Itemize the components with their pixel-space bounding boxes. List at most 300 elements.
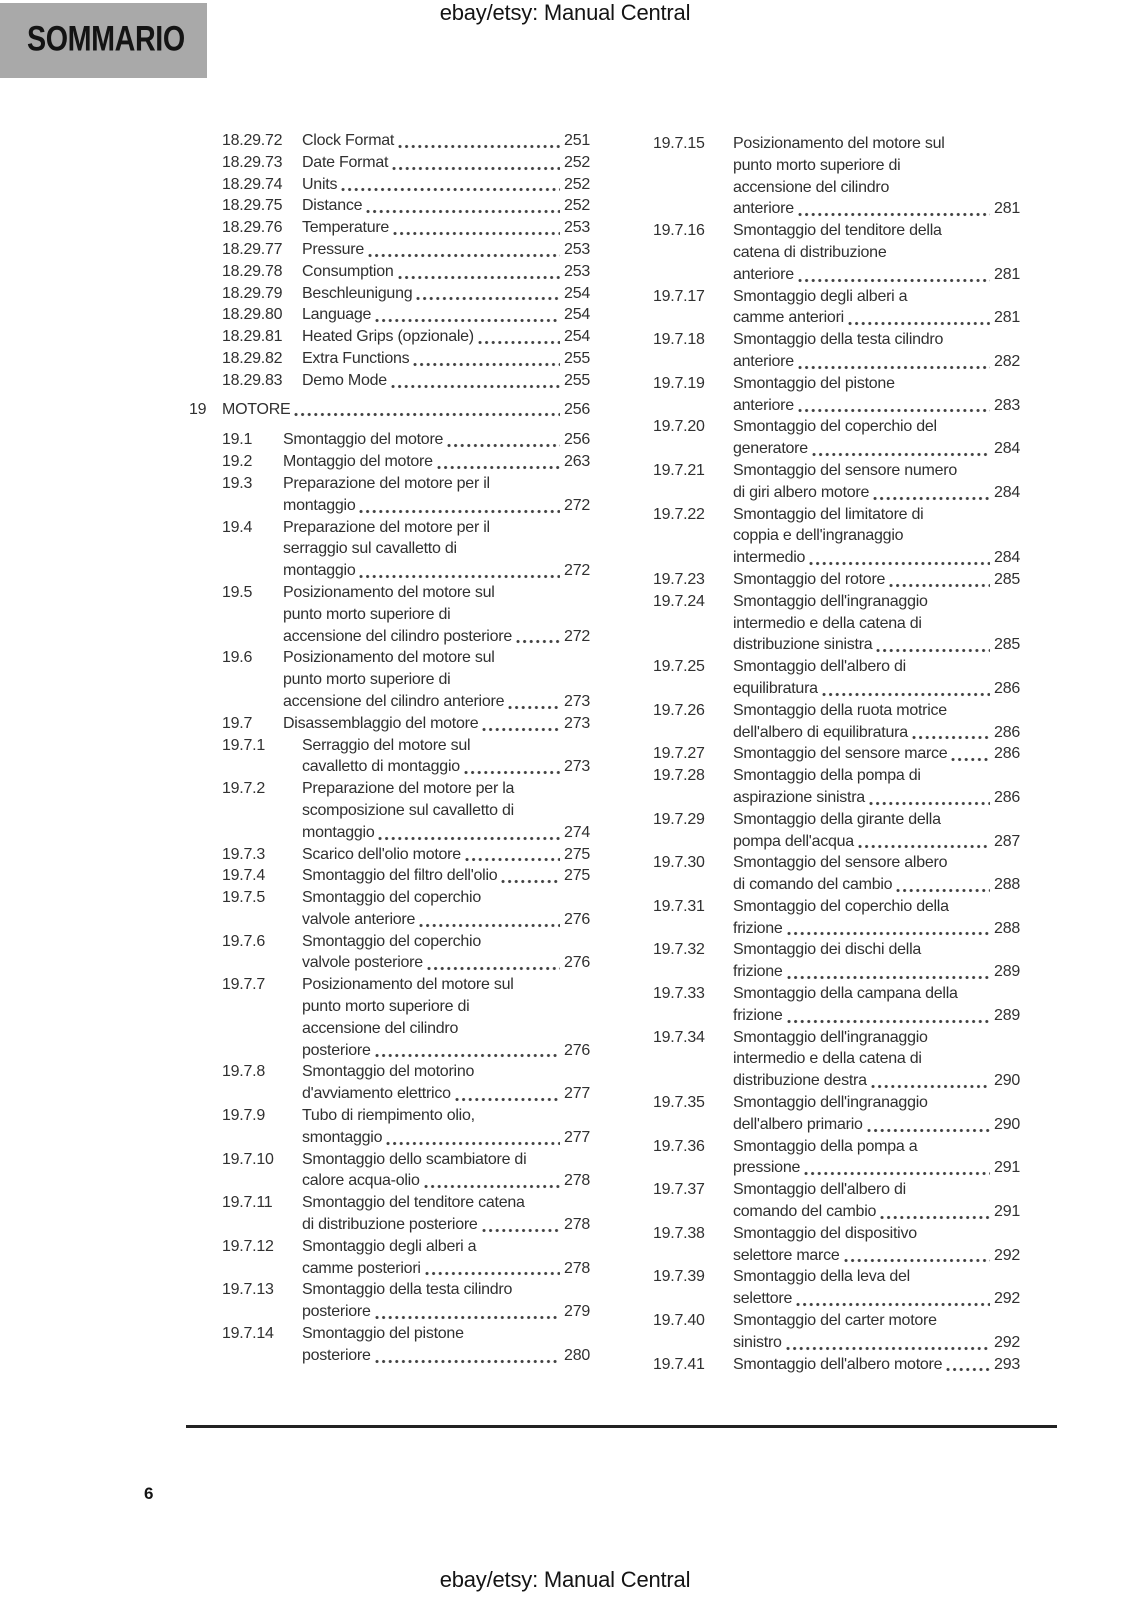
toc-entry: [653, 1092, 1020, 1136]
dot-leader: [465, 857, 560, 862]
toc-entry-number: 19.7.19: [653, 374, 705, 392]
toc-entry: [653, 896, 1020, 940]
toc-entry-page: 254: [564, 306, 590, 324]
toc-entry-title-line: Smontaggio del limitatore di: [733, 505, 924, 523]
toc-entry-page: 277: [564, 1128, 590, 1146]
toc-entry: [653, 460, 1020, 504]
toc-entry-number: 19.7.8: [222, 1063, 265, 1081]
dot-leader: [398, 275, 561, 280]
dot-leader: [416, 296, 560, 301]
dot-leader: [871, 1084, 990, 1089]
toc-entry-title-line: distribuzione sinistra: [733, 636, 873, 654]
toc-entry-page: 251: [564, 132, 590, 149]
toc-entry-title-line: Smontaggio del dispositivo: [733, 1224, 917, 1242]
dot-leader: [951, 757, 990, 762]
toc-entry-title-line: Demo Mode: [302, 371, 387, 389]
dot-leader: [427, 966, 560, 971]
toc-entry-number: 18.29.77: [222, 240, 283, 258]
toc-entry-page: 274: [564, 823, 590, 841]
toc-entry-page: 286: [994, 788, 1020, 806]
toc-entry-page: 292: [994, 1333, 1020, 1351]
toc-entry-number: 19.7.25: [653, 658, 705, 676]
toc-entry: [653, 939, 1020, 983]
toc-entry-title-line: posteriore: [302, 1041, 371, 1059]
toc-entry-number: 19.1: [222, 431, 253, 449]
toc-entry-title-line: Smontaggio del sensore marce: [733, 745, 948, 763]
toc-entry-title-line: Smontaggio dell'ingranaggio: [733, 1028, 928, 1046]
toc-column-right: [653, 133, 1020, 1375]
toc-entry-page: 288: [994, 919, 1020, 937]
dot-leader: [501, 879, 560, 884]
toc-entry-number: 19.6: [222, 649, 253, 667]
toc-entry-page: 286: [994, 745, 1020, 763]
dot-leader: [375, 1315, 560, 1320]
toc-entry-title-line: Smontaggio del tenditore catena: [302, 1194, 525, 1212]
toc-entry-number: 19.7.23: [653, 570, 705, 588]
toc-entry-title-line: intermedio e della catena di: [733, 614, 922, 632]
toc-entry-title-line: punto morto superiore di: [733, 156, 901, 174]
toc-entry-page: 285: [994, 570, 1020, 588]
toc-entry-title-line: Smontaggio del tenditore della: [733, 222, 942, 240]
toc-entry: [222, 1149, 590, 1193]
toc-entry-number: 19.7.11: [222, 1194, 273, 1212]
toc-entry-number: 19.7.39: [653, 1268, 705, 1286]
toc-entry-number: 19.5: [222, 583, 253, 601]
toc-entry-number: 19.7: [222, 714, 253, 732]
toc-entry: [222, 974, 590, 1061]
toc-entry: [222, 1279, 590, 1323]
toc-entry-page: 256: [564, 400, 590, 418]
toc-entry-title-line: calore acqua-olio: [302, 1172, 420, 1190]
toc-entry-title-line: serraggio sul cavalletto di: [283, 540, 457, 558]
toc-entry-number: 19.7.34: [653, 1028, 705, 1046]
toc-entry-title-line: d'avviamento elettrico: [302, 1085, 451, 1103]
footer-doc-label: ebay/etsy: Manual Central: [439, 1567, 691, 1592]
dot-leader: [437, 465, 560, 470]
dot-leader: [787, 931, 990, 936]
toc-entry-number: 19.7.5: [222, 889, 265, 907]
toc-entry: [653, 286, 1020, 330]
dot-leader: [812, 452, 990, 457]
dot-leader: [482, 1228, 560, 1233]
toc-entry-title-line: Smontaggio degli alberi a: [733, 287, 908, 305]
toc-entry-title-line: Consumption: [302, 262, 394, 280]
page-number: 6: [144, 1484, 154, 1503]
toc-entry: [653, 765, 1020, 809]
dot-leader: [359, 509, 560, 514]
dot-leader: [425, 1271, 560, 1276]
toc-entry-number: 18.29.75: [222, 197, 283, 215]
toc-entry-title-line: catena di distribuzione: [733, 243, 887, 261]
toc-entry-number: 19.7.20: [653, 418, 705, 436]
toc-entry-title-line: cavalletto di montaggio: [302, 758, 460, 776]
toc-entry-number: 19.7.31: [653, 897, 705, 915]
toc-entry-title-line: Disassemblaggio del motore: [283, 714, 479, 732]
toc-entry: [653, 1136, 1020, 1180]
toc-entry-title-line: camme posteriori: [302, 1259, 421, 1277]
dot-leader: [787, 1019, 990, 1024]
toc-entry: [222, 844, 590, 866]
toc-entry-title-line: anteriore: [733, 265, 794, 283]
toc-entry-number: 18.29.74: [222, 175, 283, 193]
toc-entry-title-line: Smontaggio del pistone: [733, 374, 895, 392]
toc-entry: [653, 1179, 1020, 1223]
toc-entry: [222, 239, 590, 261]
toc-entry-page: 290: [994, 1115, 1020, 1133]
dot-leader: [869, 801, 990, 806]
toc-entry-title-line: Smontaggio della ruota motrice: [733, 701, 947, 719]
toc-entry-page: 252: [564, 175, 590, 193]
toc-entry: [222, 217, 590, 239]
toc-entry-number: 19.7.14: [222, 1325, 274, 1343]
toc-entry: [653, 329, 1020, 373]
dot-leader: [478, 340, 560, 345]
toc-entry-number: 19.7.15: [653, 135, 705, 152]
toc-entry-page: 288: [994, 876, 1020, 894]
toc-entry-title-line: Smontaggio della pompa a: [733, 1137, 918, 1155]
dot-leader: [455, 1097, 560, 1102]
toc-entry-number: 18.29.76: [222, 219, 283, 237]
dot-leader: [876, 648, 990, 653]
toc-entry-title-line: accensione del cilindro anteriore: [283, 692, 505, 710]
toc-entry-page: 278: [564, 1259, 590, 1277]
dot-leader: [889, 583, 990, 588]
toc-entry-number: 19.7.24: [653, 592, 705, 610]
toc-entry-title-line: sinistro: [733, 1333, 782, 1351]
dot-leader: [482, 727, 560, 732]
toc-entry-page: 272: [564, 562, 590, 580]
toc-entry-number: 18.29.72: [222, 132, 283, 149]
toc-entry-title-line: aspirazione sinistra: [733, 788, 865, 806]
toc-entry-title-line: Smontaggio del coperchio: [302, 889, 482, 907]
dot-leader: [946, 1367, 990, 1372]
toc-entry-page: 286: [994, 679, 1020, 697]
toc-entry-title-line: Smontaggio del coperchio della: [733, 897, 949, 915]
toc-entry-number: 19.7.36: [653, 1137, 705, 1155]
toc-entry-number: 18.29.79: [222, 284, 283, 302]
dot-leader: [822, 692, 990, 697]
toc-entry-title-line: accensione del cilindro posteriore: [283, 627, 512, 645]
toc-entry-number: 19.7.7: [222, 976, 265, 994]
toc-entry-title-line: pompa dell'acqua: [733, 832, 854, 850]
toc-entry-title-line: selettore marce: [733, 1246, 840, 1264]
toc-entry-number: 19.7.28: [653, 767, 705, 785]
dot-leader: [359, 574, 560, 579]
dot-leader: [375, 1359, 560, 1364]
toc-entry-number: 18.29.73: [222, 153, 283, 171]
toc-entry: [222, 1236, 590, 1280]
toc-entry-number: 19.7.6: [222, 932, 265, 950]
toc-entry-title-line: punto morto superiore di: [302, 998, 470, 1016]
toc-entry-title-line: distribuzione destra: [733, 1072, 867, 1090]
toc-entry-number: 19.7.9: [222, 1107, 265, 1125]
toc-entry-number: 19.7.38: [653, 1224, 705, 1242]
toc-entry-title-line: comando del cambio: [733, 1203, 877, 1221]
dot-leader: [844, 1258, 991, 1263]
toc-entry-title-line: anteriore: [733, 200, 794, 218]
toc-entry-title-line: Smontaggio del sensore albero: [733, 854, 948, 872]
toc-entry: [222, 370, 590, 392]
toc-entry-title-line: generatore: [733, 440, 808, 458]
dot-leader: [413, 362, 560, 367]
toc-entry-page: 253: [564, 219, 590, 237]
toc-entry-number: 19.7.4: [222, 867, 265, 885]
toc-entry-page: 276: [564, 954, 590, 972]
toc-entry-page: 273: [564, 714, 590, 732]
toc-entry-number: 19.7.22: [653, 505, 705, 523]
toc-entry-number: 19.7.30: [653, 854, 705, 872]
toc-entry-title-line: pressione: [733, 1159, 801, 1177]
toc-entry-page: 284: [994, 440, 1020, 458]
toc-entry: [653, 416, 1020, 460]
toc-entry-title-line: smontaggio: [302, 1128, 383, 1146]
toc-entry-title-line: montaggio: [283, 496, 356, 514]
toc-entry-page: 292: [994, 1290, 1020, 1308]
toc-entry-title-line: selettore: [733, 1290, 793, 1308]
toc-entry-title-line: posteriore: [302, 1346, 371, 1364]
toc-entry-page: 253: [564, 240, 590, 258]
dot-leader: [516, 639, 560, 644]
toc-entry-title-line: intermedio: [733, 549, 806, 567]
toc-entry-page: 277: [564, 1085, 590, 1103]
toc-column-left: [189, 130, 590, 1367]
dot-leader: [858, 844, 990, 849]
toc-entry-title-line: Smontaggio della girante della: [733, 810, 941, 828]
toc-entry-number: 19.7.40: [653, 1312, 705, 1330]
toc-entry-title-line: di comando del cambio: [733, 876, 893, 894]
toc-entry-page: 285: [994, 636, 1020, 654]
toc-entry: [222, 865, 590, 887]
toc-entry: [222, 582, 590, 647]
toc-entry-title-line: Smontaggio del motorino: [302, 1063, 475, 1081]
toc-entry-page: 254: [564, 328, 590, 346]
toc-entry-page: 254: [564, 284, 590, 302]
toc-entry-title-line: accensione del cilindro: [733, 178, 890, 196]
dot-leader: [786, 1346, 990, 1351]
toc-entry-page: 282: [994, 352, 1020, 370]
toc-entry-page: 284: [994, 483, 1020, 501]
toc-entry-title-line: Smontaggio dell'albero motore: [733, 1355, 943, 1373]
header-doc-label: ebay/etsy: Manual Central: [439, 0, 691, 25]
toc-entry-page: 279: [564, 1303, 590, 1321]
toc-entry-page: 278: [564, 1172, 590, 1190]
toc-entry-title-line: Preparazione del motore per la: [302, 780, 515, 798]
sommario-tab-label: SOMMARIO: [27, 18, 185, 58]
toc-entry-number: 19.7.18: [653, 331, 705, 349]
toc-entry: [653, 700, 1020, 744]
dot-leader: [391, 384, 560, 389]
toc-entry-title-line: Smontaggio del motore: [283, 431, 444, 449]
toc-entry-title-line: intermedio e della catena di: [733, 1050, 922, 1068]
toc-entry-title-line: Beschleunigung: [302, 284, 413, 302]
toc-entry-number: 18.29.80: [222, 306, 283, 324]
toc-entry-page: 273: [564, 758, 590, 776]
toc-entry-title-line: Smontaggio del coperchio del: [733, 418, 937, 436]
toc-entry-title-line: frizione: [733, 1006, 783, 1024]
toc-entry-title-line: scomposizione sul cavalletto di: [302, 801, 514, 819]
toc-entry-number: 19.7.33: [653, 985, 705, 1003]
toc-entry-page: 291: [994, 1159, 1020, 1177]
toc-entry-title-line: montaggio: [283, 562, 356, 580]
toc-entry: [222, 130, 590, 152]
toc-entry: [222, 735, 590, 779]
toc-entry-page: 263: [564, 453, 590, 471]
toc-entry-title-line: Tubo di riempimento olio,: [302, 1107, 475, 1125]
toc-entry-title-line: Smontaggio degli alberi a: [302, 1237, 477, 1255]
toc-entry-number: 19.7.13: [222, 1281, 274, 1299]
dot-leader: [809, 561, 990, 566]
toc-entry: [653, 133, 1020, 220]
toc-entry-title-line: Smontaggio del pistone: [302, 1325, 464, 1343]
toc-entry-number: 19.3: [222, 474, 253, 492]
toc-entry-number: 19: [189, 400, 207, 418]
dot-leader: [366, 209, 560, 214]
toc-entry-title-line: frizione: [733, 919, 783, 937]
toc-entry-title-line: Preparazione del motore per il: [283, 518, 490, 536]
dot-leader: [798, 212, 990, 217]
dot-leader: [294, 412, 560, 417]
toc-entry-number: 19.4: [222, 518, 253, 536]
toc-entry-title-line: camme anteriori: [733, 309, 844, 327]
toc-entry-number: 19.7.10: [222, 1150, 274, 1168]
toc-entry-page: 272: [564, 627, 590, 645]
toc-entry-number: 19.7.2: [222, 780, 265, 798]
toc-entry-page: 280: [564, 1346, 590, 1364]
toc-entry-title-line: Smontaggio della pompa di: [733, 767, 921, 785]
dot-leader: [424, 1184, 560, 1189]
toc-entry-page: 252: [564, 197, 590, 215]
toc-entry: [222, 713, 590, 735]
dot-leader: [508, 705, 560, 710]
toc-entry: [653, 220, 1020, 285]
toc-entry-title-line: Heated Grips (opzionale): [302, 328, 474, 346]
toc-entry: [222, 1323, 590, 1367]
dot-leader: [896, 888, 990, 893]
footer-rule: [186, 1425, 1057, 1428]
toc-entry: [222, 429, 590, 451]
toc-entry: [222, 195, 590, 217]
toc-entry-title-line: Clock Format: [302, 132, 395, 149]
toc-entry-page: 256: [564, 431, 590, 449]
dot-leader: [398, 144, 560, 149]
toc-entry-page: 291: [994, 1203, 1020, 1221]
toc-entry-title-line: Smontaggio della testa cilindro: [302, 1281, 513, 1299]
toc-entry-title-line: frizione: [733, 963, 783, 981]
toc-entry-number: 19.7.29: [653, 810, 705, 828]
dot-leader: [912, 735, 990, 740]
dot-leader: [447, 443, 560, 448]
toc-entry-title-line: Smontaggio dell'albero di: [733, 1181, 906, 1199]
toc-entry: [222, 283, 590, 305]
toc-entry-page: 273: [564, 692, 590, 710]
toc-entry-title-line: Smontaggio della leva del: [733, 1268, 910, 1286]
toc-entry: [653, 1354, 1020, 1376]
toc-entry-title-line: Smontaggio dell'albero di: [733, 658, 906, 676]
toc-entry-title-line: Smontaggio del coperchio: [302, 932, 482, 950]
toc-entry-page: 292: [994, 1246, 1020, 1264]
toc-entry: [653, 1310, 1020, 1354]
toc-entry-title-line: Preparazione del motore per il: [283, 474, 490, 492]
dot-leader: [796, 1302, 990, 1307]
dot-leader: [804, 1171, 990, 1176]
toc-entry: [653, 743, 1020, 765]
toc-entry-title-line: Posizionamento del motore sul: [283, 583, 495, 601]
toc-entry: [222, 1105, 590, 1149]
dot-leader: [787, 975, 990, 980]
toc-entry: [653, 1027, 1020, 1092]
toc-entry-page: 289: [994, 1006, 1020, 1024]
toc-entry-title-line: Smontaggio dell'ingranaggio: [733, 592, 928, 610]
toc-entry: [653, 504, 1020, 569]
toc-entry-title-line: Smontaggio del rotore: [733, 570, 886, 588]
toc-entry-number: 18.29.81: [222, 328, 283, 346]
toc-entry-page: 275: [564, 845, 590, 863]
toc-entry-title-line: Smontaggio della campana della: [733, 985, 958, 1003]
dot-leader: [341, 187, 560, 192]
toc-entry-title-line: Distance: [302, 197, 363, 215]
toc-entry: [653, 373, 1020, 417]
toc-entry-number: 19.7.26: [653, 701, 705, 719]
toc-entry-title-line: di giri albero motore: [733, 483, 870, 501]
toc-entry-page: 293: [994, 1355, 1020, 1373]
toc-entry: [653, 1266, 1020, 1310]
toc-entry-page: 276: [564, 910, 590, 928]
toc-entry-title-line: dell'albero primario: [733, 1115, 863, 1133]
toc-entry: [222, 647, 590, 712]
toc-entry-number: 19.7.1: [222, 736, 265, 754]
toc-entry-page: 272: [564, 496, 590, 514]
toc-entry-number: 18.29.78: [222, 262, 283, 280]
toc-entry-number: 19.7.37: [653, 1181, 705, 1199]
toc-entry: [222, 931, 590, 975]
toc-entry: [222, 1061, 590, 1105]
toc-entry-page: 286: [994, 723, 1020, 741]
toc-entry-number: 19.7.32: [653, 941, 705, 959]
toc-entry-title-line: Serraggio del motore sul: [302, 736, 471, 754]
toc-entry-number: 18.29.83: [222, 371, 283, 389]
toc-entry-page: 281: [994, 265, 1020, 283]
toc-entry: [653, 983, 1020, 1027]
toc-entry-title-line: Smontaggio del sensore numero: [733, 461, 957, 479]
toc-entry-title-line: montaggio: [302, 823, 375, 841]
dot-leader: [375, 318, 560, 323]
toc-entry: [222, 1192, 590, 1236]
toc-entry-page: 276: [564, 1041, 590, 1059]
toc-entry-number: 19.7.17: [653, 287, 705, 305]
toc-entry-page: 278: [564, 1216, 590, 1234]
toc-entry: [222, 348, 590, 370]
toc-entry-title-line: coppia e dell'ingranaggio: [733, 527, 904, 545]
dot-leader: [464, 770, 560, 775]
dot-leader: [378, 836, 560, 841]
dot-leader: [419, 923, 560, 928]
dot-leader: [368, 253, 560, 258]
toc-entry-title-line: Smontaggio dello scambiatore di: [302, 1150, 527, 1168]
toc-entry-number: 19.7.35: [653, 1094, 705, 1112]
dot-leader: [880, 1215, 990, 1220]
toc-entry-number: 19.7.41: [653, 1355, 705, 1373]
toc-entry-title-line: di distribuzione posteriore: [302, 1216, 478, 1234]
toc-entry-title-line: accensione del cilindro: [302, 1019, 459, 1037]
toc-entry-title-line: Smontaggio della testa cilindro: [733, 331, 944, 349]
dot-leader: [375, 1053, 560, 1058]
toc-entry-title-line: Montaggio del motore: [283, 453, 433, 471]
toc-entry-page: 281: [994, 309, 1020, 327]
toc-entry: [189, 399, 590, 421]
toc-entry-page: 283: [994, 396, 1020, 414]
toc-entry-title-line: Date Format: [302, 153, 389, 171]
toc-entry-title-line: Smontaggio del carter motore: [733, 1312, 937, 1330]
